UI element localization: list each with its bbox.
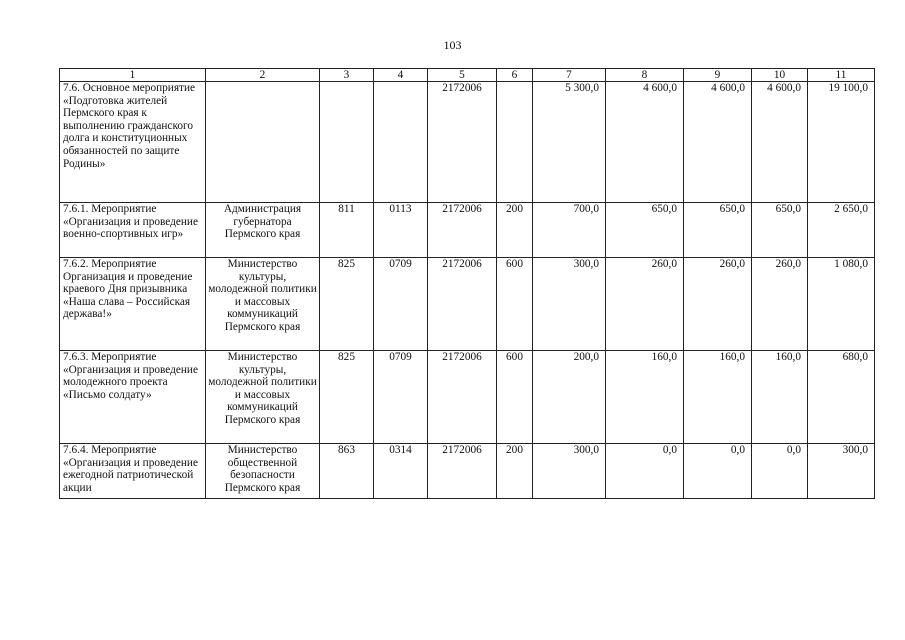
amount-9: 0,0 [684,444,752,499]
column-header-2: 2 [206,69,320,82]
amount-10: 650,0 [752,203,808,258]
code-5: 2172006 [428,258,497,351]
executor: Министерство культуры, молодежной политики и массовых коммуникаций Пермского края [206,258,320,351]
code-5: 2172006 [428,351,497,444]
code-4 [374,82,428,203]
column-header-1: 1 [60,69,206,82]
amount-11: 680,0 [808,351,875,444]
header-row [60,69,875,82]
column-header-3: 3 [320,69,374,82]
column-header-4: 4 [374,69,428,82]
executor: Министерство общественной безопасности Пермского края [206,444,320,499]
code-5: 2172006 [428,203,497,258]
code-6: 200 [497,203,533,258]
column-header-9: 9 [684,69,752,82]
amount-9: 4 600,0 [684,82,752,203]
amount-7: 300,0 [533,444,606,499]
table-row [60,258,875,351]
column-header-6: 6 [497,69,533,82]
code-5: 2172006 [428,82,497,203]
executor [206,82,320,203]
code-6: 600 [497,258,533,351]
executor: Министерство культуры, молодежной политики и массовых коммуникаций Пермского края [206,351,320,444]
amount-11: 19 100,0 [808,82,875,203]
amount-11: 300,0 [808,444,875,499]
column-header-5: 5 [428,69,497,82]
amount-10: 4 600,0 [752,82,808,203]
activity-name: 7.6.4. Мероприятие «Организация и проведение ежегодной патриотической акции [60,444,206,499]
table-row [60,82,875,203]
amount-10: 260,0 [752,258,808,351]
amount-11: 1 080,0 [808,258,875,351]
code-4: 0314 [374,444,428,499]
executor: Администрация губернатора Пермского края [206,203,320,258]
amount-11: 2 650,0 [808,203,875,258]
code-3: 811 [320,203,374,258]
code-3 [320,82,374,203]
column-header-10: 10 [752,69,808,82]
code-3: 863 [320,444,374,499]
amount-8: 4 600,0 [606,82,684,203]
activity-name: 7.6.2. Мероприятие Организация и проведение краевого Дня призывника «Наша слава – Российская держава!» [60,258,206,351]
code-5: 2172006 [428,444,497,499]
amount-10: 0,0 [752,444,808,499]
page-number: 103 [443,38,462,52]
amount-8: 260,0 [606,258,684,351]
amount-8: 0,0 [606,444,684,499]
amount-7: 700,0 [533,203,606,258]
column-header-11: 11 [808,69,875,82]
amount-7: 300,0 [533,258,606,351]
amount-9: 650,0 [684,203,752,258]
code-4: 0709 [374,351,428,444]
activity-name: 7.6.1. Мероприятие «Организация и проведение военно-спортивных игр» [60,203,206,258]
amount-7: 5 300,0 [533,82,606,203]
column-header-7: 7 [533,69,606,82]
column-header-8: 8 [606,69,684,82]
code-6: 200 [497,444,533,499]
table-row [60,203,875,258]
amount-7: 200,0 [533,351,606,444]
amount-10: 160,0 [752,351,808,444]
code-6 [497,82,533,203]
amount-9: 260,0 [684,258,752,351]
amount-9: 160,0 [684,351,752,444]
activity-name: 7.6.3. Мероприятие «Организация и проведение молодежного проекта «Письмо солдату» [60,351,206,444]
table-row [60,351,875,444]
amount-8: 160,0 [606,351,684,444]
budget-table [59,68,875,499]
code-6: 600 [497,351,533,444]
activity-name: 7.6. Основное мероприятие «Подготовка жителей Пермского края к выполнению гражданского долга и конституционных обязанностей по защите Родины» [60,82,206,203]
amount-8: 650,0 [606,203,684,258]
code-4: 0113 [374,203,428,258]
code-3: 825 [320,351,374,444]
code-3: 825 [320,258,374,351]
table-row [60,444,875,499]
code-4: 0709 [374,258,428,351]
